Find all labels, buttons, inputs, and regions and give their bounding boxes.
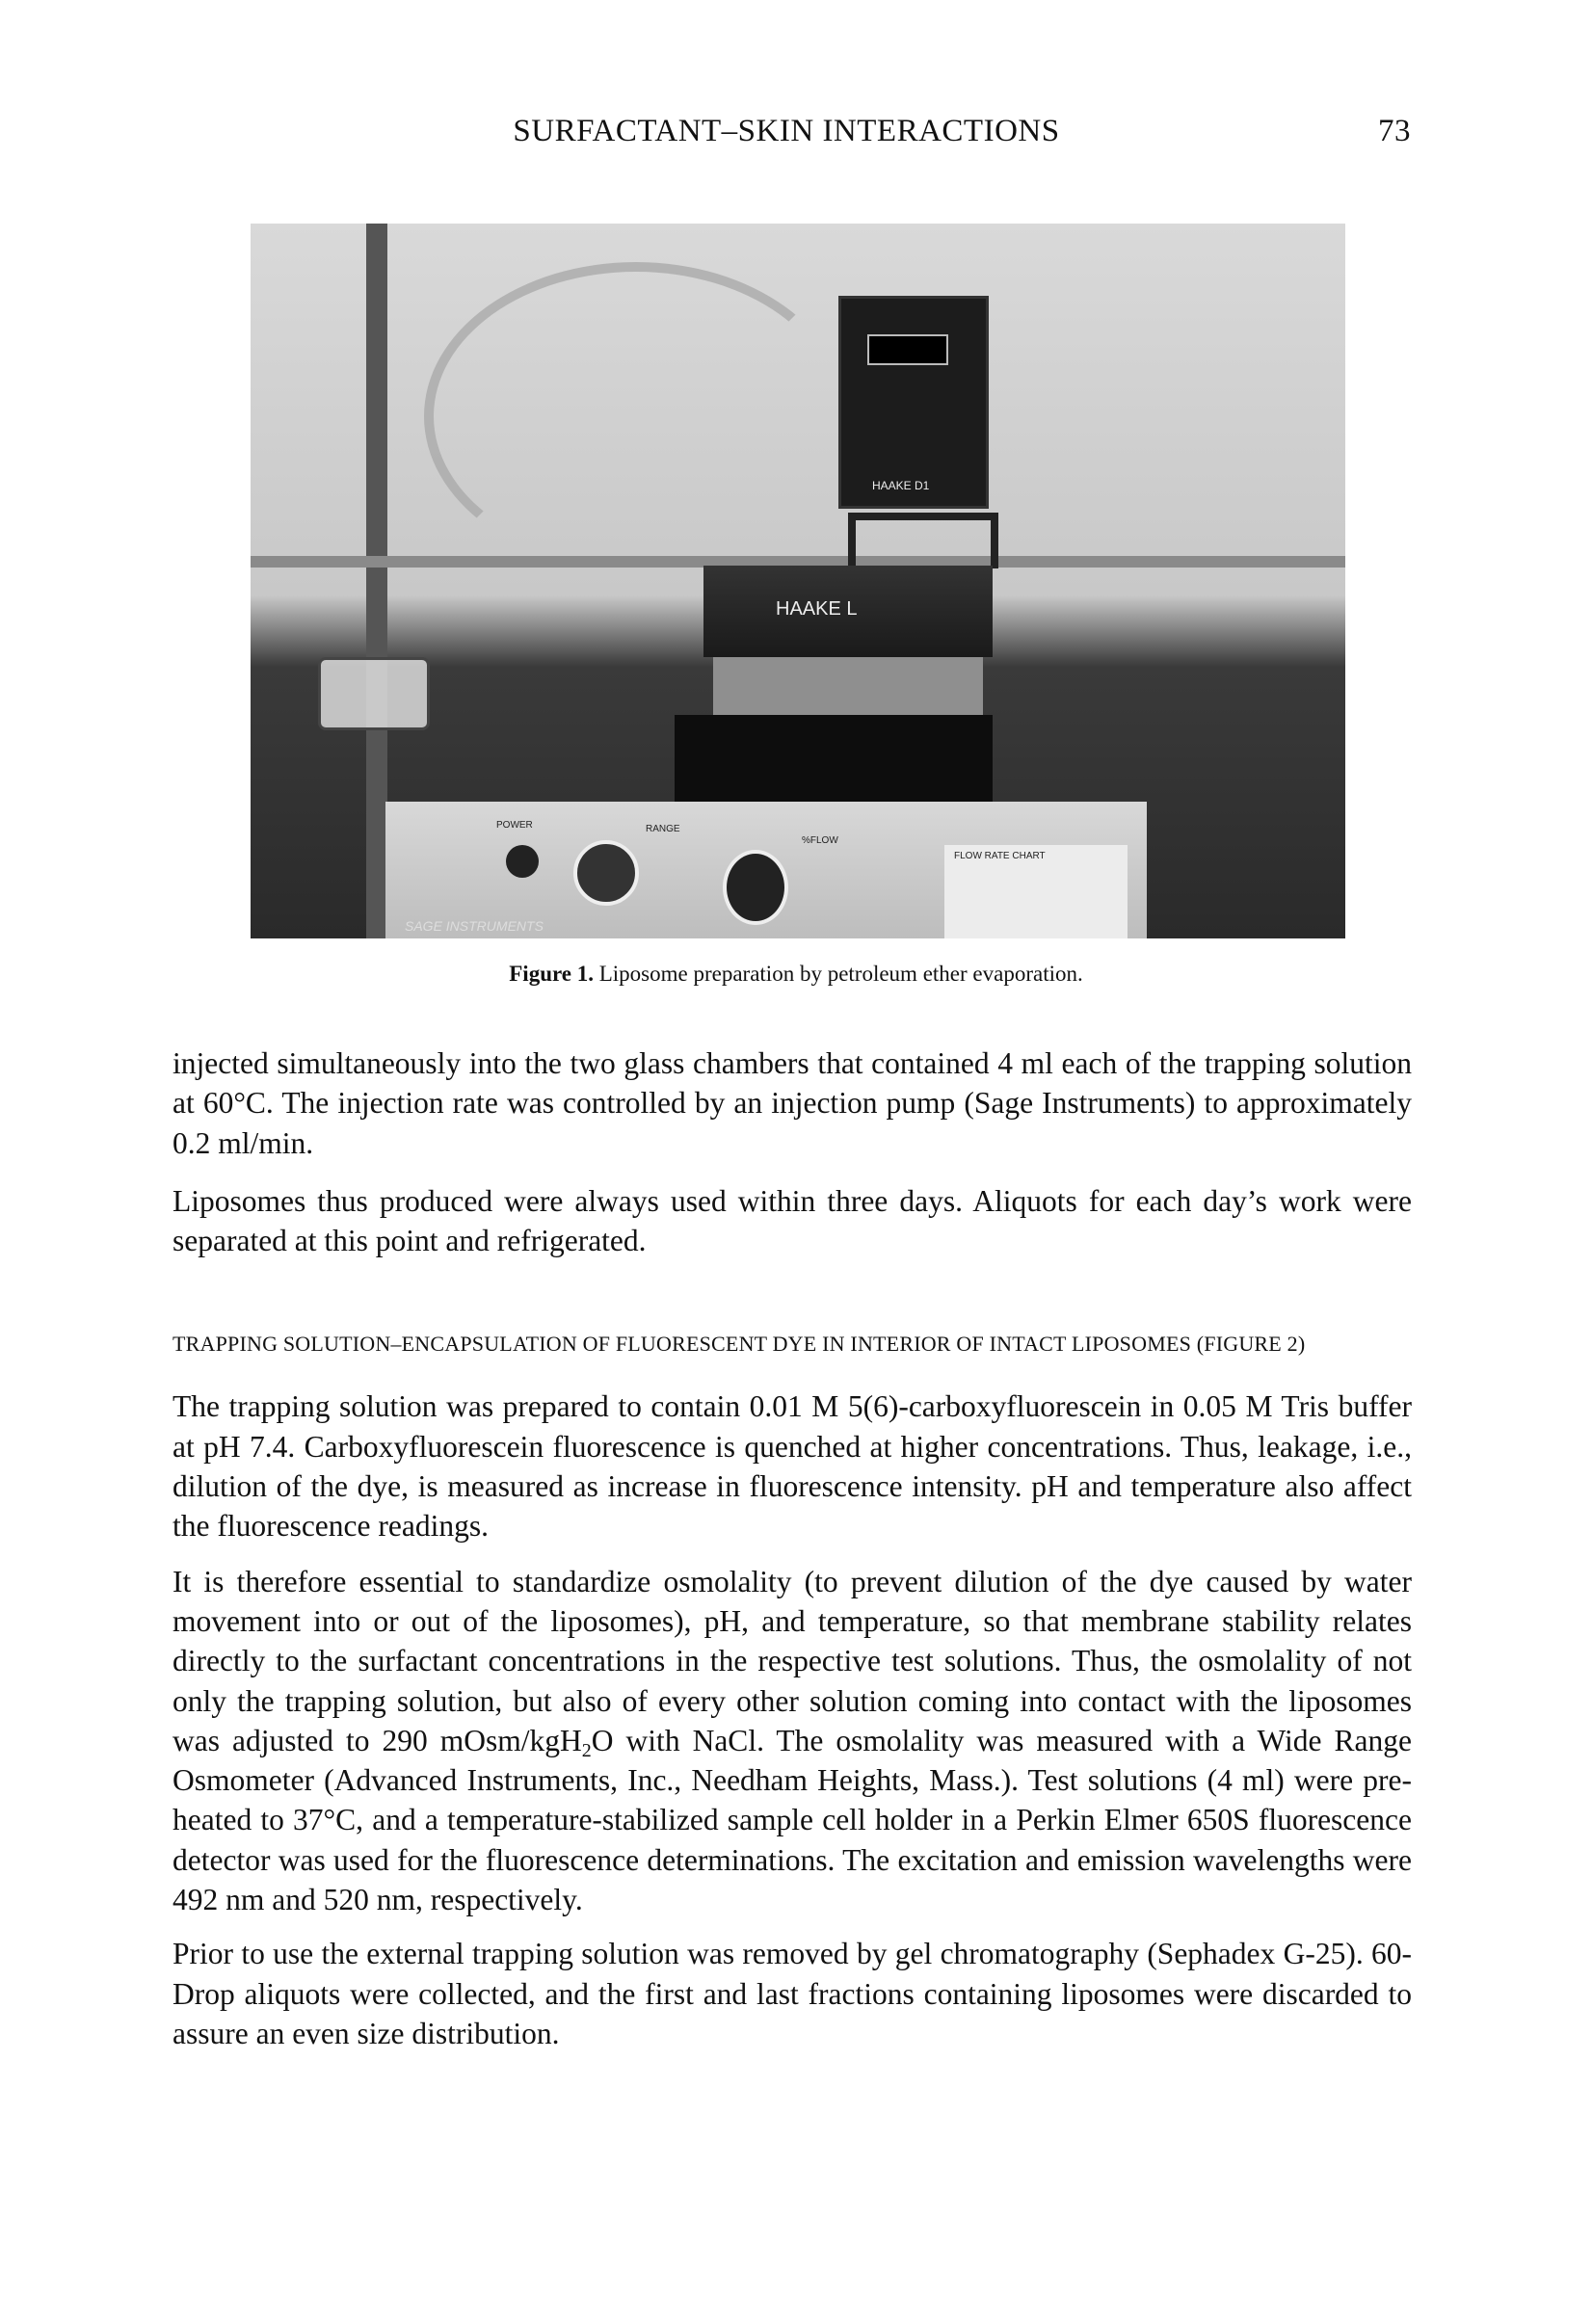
knob bbox=[573, 840, 639, 906]
pump-housing bbox=[675, 715, 993, 802]
paragraph-osmolality bbox=[172, 1562, 1412, 1920]
osmolality-text-2: O with NaCl. The osmolality was measured with a Wide Range Osmometer (Advanced Instruments, Inc., Needham Heights, Mass.). Test solutions (4 ml) were pre-heated to 37°C, and a temperature-stabilized sample cell holder in a Perkin Elmer 650S fluorescence detector was used for the fluorescence determinations. The excitation and emission wavelengths were 492 nm and 520 nm, respectively. bbox=[172, 1723, 1412, 1917]
paragraph-injection: injected simultaneously into the two glass chambers that contained 4 ml each of the trapping solution at 60°C. The injection rate was controlled by an injection pump (Sage Instruments) to approximately 0.2 ml/min. bbox=[172, 1046, 1412, 1160]
photo-label-power: POWER bbox=[496, 820, 533, 831]
osmolality-text-1: It is therefore essential to standardize osmolality (to prevent dilution of the dye caused by water movement into or out of the liposomes), pH, and temperature, so that membrane stability relates directly to the surfactant concentrations in the respective test solutions. Thus, the osmolality of not only the trapping solution, but also of every other solution coming into contact with the liposomes was adjusted to 290 mOsm/kgH bbox=[172, 1564, 1412, 1757]
photo-label-range: RANGE bbox=[646, 824, 680, 834]
photo-label-haake-l: HAAKE L bbox=[776, 598, 858, 620]
figure-1-photo bbox=[251, 224, 1345, 938]
knob bbox=[506, 845, 539, 878]
photo-label-flow-rate-chart: FLOW RATE CHART bbox=[954, 851, 1046, 861]
paragraph-liposome-usage: Liposomes thus produced were always used within three days. Aliquots for each day’s work were separated at this point and refrigerated. bbox=[172, 1183, 1412, 1258]
water-bath-handle bbox=[848, 513, 998, 568]
paragraph-trapping-solution: The trapping solution was prepared to contain 0.01 M 5(6)-carboxyfluorescein in 0.05 M Tris buffer at pH 7.4. Carboxyfluorescein fluorescence is quenched at higher concentrations. Thus, leakage, i.e., dilution of the dye, is measured as increase in fluorescence intensity. pH and temperature also affect the fluorescence readings. bbox=[172, 1389, 1412, 1544]
body-text bbox=[172, 1043, 1412, 2053]
glass-chamber bbox=[318, 657, 430, 730]
figure-caption-text: Liposome preparation by petroleum ether evaporation. bbox=[598, 962, 1083, 986]
display-panel bbox=[867, 334, 948, 365]
subscript-2: 2 bbox=[581, 1739, 592, 1761]
tubing bbox=[424, 262, 848, 570]
photo-label-flow: %FLOW bbox=[802, 835, 838, 846]
running-title: SURFACTANT–SKIN INTERACTIONS bbox=[513, 114, 1060, 148]
figure-caption bbox=[0, 962, 1592, 987]
figure-label: Figure 1. bbox=[509, 962, 594, 986]
photo-label-sage-instruments: SAGE INSTRUMENTS bbox=[405, 918, 544, 934]
photo-label-haake-d1: HAAKE D1 bbox=[872, 479, 930, 492]
water-bath-controller bbox=[838, 296, 989, 509]
paragraph-gel-chromatography: Prior to use the external trapping solution was removed by gel chromatography (Sephadex G-25). 60-Drop aliquots were collected, and the first and last fractions containing liposomes were discarded to assure an even size distribution. bbox=[172, 1937, 1412, 2050]
knob bbox=[723, 850, 788, 925]
lab-stand-rod bbox=[366, 224, 387, 938]
water-bath-body bbox=[713, 657, 983, 715]
page-number: 73 bbox=[1378, 114, 1411, 148]
section-heading: TRAPPING SOLUTION–ENCAPSULATION OF FLUORESCENT DYE IN INTERIOR OF INTACT LIPOSOMES (FIGURE 2) bbox=[172, 1332, 1306, 1357]
